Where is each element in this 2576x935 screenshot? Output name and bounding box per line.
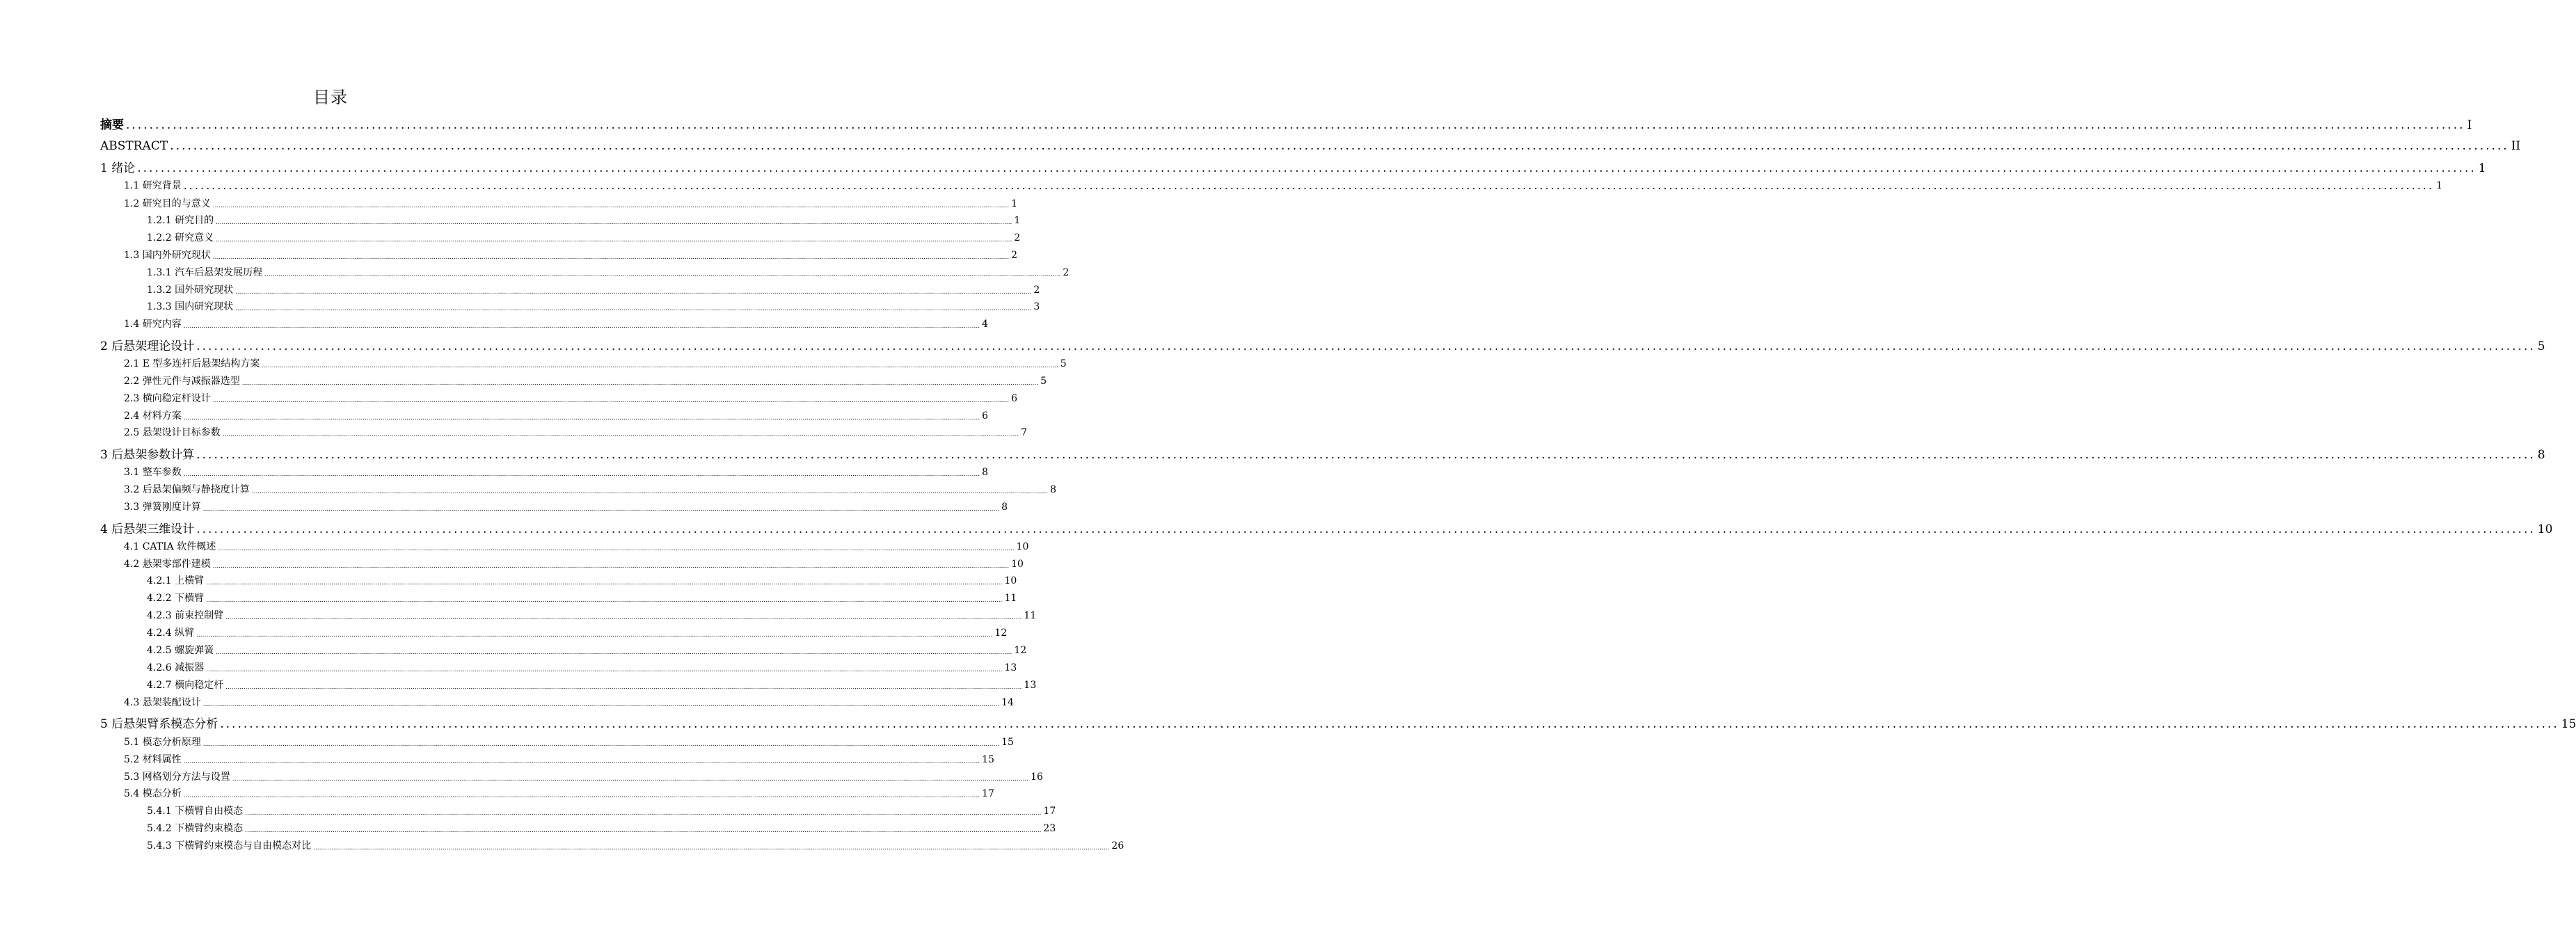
toc-entry[interactable] <box>100 522 2553 537</box>
toc-entry[interactable] <box>147 266 1070 280</box>
toc-leader-dots: ................................................................................................................................................................................................................................................................................................................................................................................................................ <box>183 758 980 765</box>
toc-leader-dots: ................................................................................................................................................................................................................................................................................................................................................................................................................ <box>264 271 1061 278</box>
toc-entry-label: 4.2.1 上横臂 <box>147 575 205 586</box>
toc-leader-dots: ................................................................................................................................................................................................................................................................................................................................................................................................................ <box>206 597 1003 604</box>
page-title: 目录 <box>313 88 348 107</box>
toc-leader-dots: ................................................................................................................................................................................................................................................................................................................................................................................................................ <box>225 684 1022 691</box>
toc-entry-label: 5.4.3 下横臂约束模态与自由模态对比 <box>147 840 312 852</box>
toc-entry[interactable] <box>147 283 1040 297</box>
toc-entry[interactable] <box>124 787 994 801</box>
toc-entry[interactable] <box>124 735 1014 749</box>
toc-entry-label: 1.2 研究目的与意义 <box>124 198 211 209</box>
toc-entry-page: 10 <box>1011 559 1024 570</box>
toc-entry-label: 1.3 国内外研究现状 <box>124 250 211 261</box>
toc-entry-label: 4.2.2 下横臂 <box>147 593 205 604</box>
toc-leader-dots: ................................................................................................................................................................................................................................................................................................................................................................................................................ <box>262 362 1058 369</box>
toc-entry-page: 17 <box>982 788 994 799</box>
toc-leader-dots: ................................................................................................................................................................................................................................................................................................................................................................................................................ <box>216 219 1012 226</box>
toc-entry-page: 17 <box>1043 806 1056 817</box>
toc-entry-page: 5 <box>2537 339 2545 353</box>
toc-leader-dots: ................................................................................................................................................................................................................................................................................................................................................................................................................ <box>196 339 2536 353</box>
toc-leader-dots: ................................................................................................................................................................................................................................................................................................................................................................................................................ <box>216 649 1012 656</box>
toc-entry-label: 1.3.3 国内研究现状 <box>147 301 234 312</box>
toc-entry-page: 4 <box>982 319 988 330</box>
toc-entry-page: 1 <box>2436 180 2443 191</box>
toc-entry-label: 5.3 网格划分方法与设置 <box>124 772 230 783</box>
toc-leader-dots: ................................................................................................................................................................................................................................................................................................................................................................................................................ <box>206 666 1003 673</box>
toc-leader-dots: ................................................................................................................................................................................................................................................................................................................................................................................................................ <box>183 792 980 799</box>
toc-entry-label: ABSTRACT <box>100 139 168 153</box>
toc-entry-page: 1 <box>1011 198 1017 209</box>
toc-leader-dots: ................................................................................................................................................................................................................................................................................................................................................................................................................ <box>212 202 1010 209</box>
toc-entry-page: 13 <box>1004 662 1017 673</box>
toc-entry-label: 4.2.3 前束控制臂 <box>147 610 224 621</box>
toc-entry-page: 11 <box>1004 593 1017 604</box>
toc-entry-label: 3.3 弹簧刚度计算 <box>124 502 201 513</box>
toc-leader-dots: ................................................................................................................................................................................................................................................................................................................................................................................................................ <box>212 563 1010 570</box>
toc-leader-dots: ................................................................................................................................................................................................................................................................................................................................................................................................................ <box>170 139 2509 153</box>
toc-entry-label: 5.4.1 下横臂自由模态 <box>147 806 244 817</box>
toc-leader-dots: ................................................................................................................................................................................................................................................................................................................................................................................................................ <box>137 161 2476 175</box>
toc-entry-page: 8 <box>2537 448 2545 462</box>
toc-entry-label: 1.3.1 汽车后悬架发展历程 <box>147 267 263 278</box>
toc-entry[interactable] <box>124 753 994 767</box>
toc-entry-label: 2.4 材料方案 <box>124 410 182 422</box>
toc-entry[interactable] <box>124 179 2443 193</box>
toc-entry-label: 4.2 悬架零部件建模 <box>124 559 211 570</box>
toc-entry-page: 10 <box>2537 522 2553 536</box>
toc-entry-page: 26 <box>1111 840 1124 852</box>
toc-entry[interactable] <box>124 465 988 479</box>
toc-entry-page: 8 <box>982 467 988 478</box>
toc-entry[interactable] <box>100 447 2545 463</box>
toc-entry-label: 1.2.1 研究目的 <box>147 215 214 226</box>
toc-entry[interactable] <box>147 609 1037 623</box>
toc-leader-dots: ................................................................................................................................................................................................................................................................................................................................................................................................................ <box>220 717 2559 731</box>
toc-entry-page: 15 <box>1001 737 1014 748</box>
toc-leader-dots: ................................................................................................................................................................................................................................................................................................................................................................................................................ <box>183 179 2435 192</box>
toc-entry-page: 13 <box>1024 680 1037 691</box>
toc-entry[interactable] <box>124 557 1024 571</box>
toc-leader-dots: ................................................................................................................................................................................................................................................................................................................................................................................................................ <box>218 545 1015 552</box>
toc-entry-label: 4.2.7 横向稳定杆 <box>147 680 224 691</box>
toc-entry[interactable] <box>100 138 2521 154</box>
toc-entry-page: 15 <box>982 754 994 765</box>
toc-leader-dots: ................................................................................................................................................................................................................................................................................................................................................................................................................ <box>235 305 1032 312</box>
toc-entry-label: 4.2.6 减振器 <box>147 662 205 673</box>
toc-entry[interactable] <box>124 317 988 331</box>
toc-entry[interactable] <box>147 804 1056 818</box>
toc-leader-dots: ................................................................................................................................................................................................................................................................................................................................................................................................................ <box>183 323 980 330</box>
toc-entry-label: 3.2 后悬架偏频与静挠度计算 <box>124 484 250 495</box>
toc-entry[interactable] <box>124 357 1067 371</box>
toc-entry[interactable] <box>147 231 1021 245</box>
toc-entry-page: 2 <box>1014 232 1021 243</box>
toc-entry-label: 2.2 弹性元件与减振器选型 <box>124 376 240 387</box>
toc-entry[interactable] <box>147 644 1027 657</box>
toc-leader-dots: ................................................................................................................................................................................................................................................................................................................................................................................................................ <box>202 506 1000 513</box>
toc-entry-page: 15 <box>2561 717 2576 731</box>
toc-entry[interactable] <box>124 696 1014 710</box>
toc-entry-page: 5 <box>1060 358 1067 369</box>
toc-entry-label: 4 后悬架三维设计 <box>100 522 195 536</box>
toc-entry-label: 1 绪论 <box>100 161 136 175</box>
toc-entry-label: 1.4 研究内容 <box>124 319 182 330</box>
toc-entry[interactable] <box>147 300 1040 314</box>
toc-entry-page: 10 <box>1016 541 1029 552</box>
toc-entry[interactable] <box>124 770 1043 784</box>
toc-leader-dots: ................................................................................................................................................................................................................................................................................................................................................................................................................ <box>222 431 1019 438</box>
toc-entry-label: 4.2.4 纵臂 <box>147 628 195 639</box>
toc-entry-page: 2 <box>1011 250 1017 261</box>
toc-entry[interactable] <box>124 426 1027 440</box>
toc-entry-page: 11 <box>1024 610 1037 621</box>
toc-entry-page: 12 <box>1014 645 1027 656</box>
toc-entry-page: 23 <box>1043 823 1056 834</box>
toc-entry-label: 摘要 <box>100 118 124 132</box>
toc-entry-page: 16 <box>1031 772 1043 783</box>
toc-entry-page: 7 <box>1021 427 1027 438</box>
toc-leader-dots: ................................................................................................................................................................................................................................................................................................................................................................................................................ <box>232 776 1029 783</box>
toc-leader-dots: ................................................................................................................................................................................................................................................................................................................................................................................................................ <box>212 254 1010 261</box>
toc-entry[interactable] <box>147 822 1056 836</box>
toc-entry[interactable] <box>147 214 1021 227</box>
toc-entry-label: 3.1 整车参数 <box>124 467 182 478</box>
toc-entry-label: 5.4 模态分析 <box>124 788 182 799</box>
toc-leader-dots: ................................................................................................................................................................................................................................................................................................................................................................................................................ <box>245 827 1042 834</box>
toc-entry-label: 2.5 悬架设计目标参数 <box>124 427 221 438</box>
toc-entry[interactable] <box>124 540 1029 554</box>
toc-entry[interactable] <box>100 161 2486 176</box>
toc-leader-dots: ................................................................................................................................................................................................................................................................................................................................................................................................................ <box>225 614 1022 621</box>
toc-entry[interactable] <box>147 591 1017 605</box>
toc-leader-dots: ................................................................................................................................................................................................................................................................................................................................................................................................................ <box>183 471 980 478</box>
toc-leader-dots: ................................................................................................................................................................................................................................................................................................................................................................................................................ <box>313 845 1110 852</box>
toc-leader-dots: ................................................................................................................................................................................................................................................................................................................................................................................................................ <box>183 415 980 422</box>
toc-entry-label: 2 后悬架理论设计 <box>100 339 195 353</box>
toc-leader-dots: ................................................................................................................................................................................................................................................................................................................................................................................................................ <box>241 380 1039 387</box>
toc-leader-dots: ................................................................................................................................................................................................................................................................................................................................................................................................................ <box>196 632 993 639</box>
toc-entry-label: 1.1 研究背景 <box>124 180 182 191</box>
toc-entry[interactable] <box>124 409 988 423</box>
toc-leader-dots: ................................................................................................................................................................................................................................................................................................................................................................................................................ <box>196 522 2536 536</box>
toc-leader-dots: ................................................................................................................................................................................................................................................................................................................................................................................................................ <box>216 237 1012 243</box>
toc-entry-page: 8 <box>1050 484 1056 495</box>
toc-leader-dots: ................................................................................................................................................................................................................................................................................................................................................................................................................ <box>126 118 2465 132</box>
toc-entry-label: 2.3 横向稳定杆设计 <box>124 393 211 404</box>
toc-entry[interactable] <box>147 574 1017 588</box>
toc-entry[interactable] <box>147 661 1017 675</box>
toc-entry[interactable] <box>124 500 1008 514</box>
toc-entry-page: 6 <box>1011 393 1017 404</box>
toc-entry-label: 5.2 材料属性 <box>124 754 182 765</box>
toc-entry[interactable] <box>124 248 1017 262</box>
toc-leader-dots: ................................................................................................................................................................................................................................................................................................................................................................................................................ <box>202 741 1000 748</box>
toc-entry-label: 2.1 E 型多连杆后悬架结构方案 <box>124 358 260 369</box>
toc-entry-label: 1.3.2 国外研究现状 <box>147 285 234 296</box>
toc-entry-page: 3 <box>1033 301 1040 312</box>
toc-leader-dots: ................................................................................................................................................................................................................................................................................................................................................................................................................ <box>212 397 1010 404</box>
toc-entry[interactable] <box>100 118 2472 133</box>
toc-entry-label: 5 后悬架臂系模态分析 <box>100 717 218 731</box>
toc-entry-page: 14 <box>1001 697 1014 708</box>
toc-entry-page: 6 <box>982 410 988 422</box>
toc-entry-page: 1 <box>1014 215 1021 226</box>
toc-entry-label: 1.2.2 研究意义 <box>147 232 214 243</box>
toc-leader-dots: ................................................................................................................................................................................................................................................................................................................................................................................................................ <box>202 701 1000 708</box>
toc-entry[interactable] <box>147 839 1124 853</box>
toc-leader-dots: ................................................................................................................................................................................................................................................................................................................................................................................................................ <box>196 448 2536 462</box>
toc-leader-dots: ................................................................................................................................................................................................................................................................................................................................................................................................................ <box>206 580 1003 586</box>
toc-entry-page: 12 <box>994 628 1008 639</box>
toc-entry-label: 5.1 模态分析原理 <box>124 737 201 748</box>
toc-entry-page: 10 <box>1004 575 1017 586</box>
toc-entry-label: 3 后悬架参数计算 <box>100 448 195 462</box>
toc-entry[interactable] <box>100 339 2545 354</box>
toc-entry[interactable] <box>124 392 1017 406</box>
toc-entry-page: 2 <box>1033 285 1040 296</box>
toc-entry[interactable] <box>124 374 1047 388</box>
toc-leader-dots: ................................................................................................................................................................................................................................................................................................................................................................................................................ <box>235 289 1032 296</box>
toc-entry-label: 4.1 CATIA 软件概述 <box>124 541 216 552</box>
toc-entry-page: 1 <box>2478 161 2486 175</box>
toc-entry[interactable] <box>124 483 1056 497</box>
toc-entry-page: 2 <box>1063 267 1070 278</box>
toc-entry-page: 8 <box>1001 502 1008 513</box>
toc-entry-page: II <box>2511 139 2521 153</box>
toc-entry-label: 4.2.5 螺旋弹簧 <box>147 645 214 656</box>
toc-entry[interactable] <box>147 678 1037 692</box>
toc-entry-label: 5.4.2 下横臂约束模态 <box>147 823 244 834</box>
toc-entry[interactable] <box>100 717 2576 732</box>
toc-leader-dots: ................................................................................................................................................................................................................................................................................................................................................................................................................ <box>245 810 1042 817</box>
toc-entry-label: 4.3 悬架装配设计 <box>124 697 201 708</box>
toc-entry-page: I <box>2467 118 2472 132</box>
toc-leader-dots: ................................................................................................................................................................................................................................................................................................................................................................................................................ <box>251 488 1049 495</box>
toc-entry-page: 5 <box>1040 376 1047 387</box>
toc-entry[interactable] <box>147 626 1008 640</box>
toc-entry[interactable] <box>124 197 1017 211</box>
